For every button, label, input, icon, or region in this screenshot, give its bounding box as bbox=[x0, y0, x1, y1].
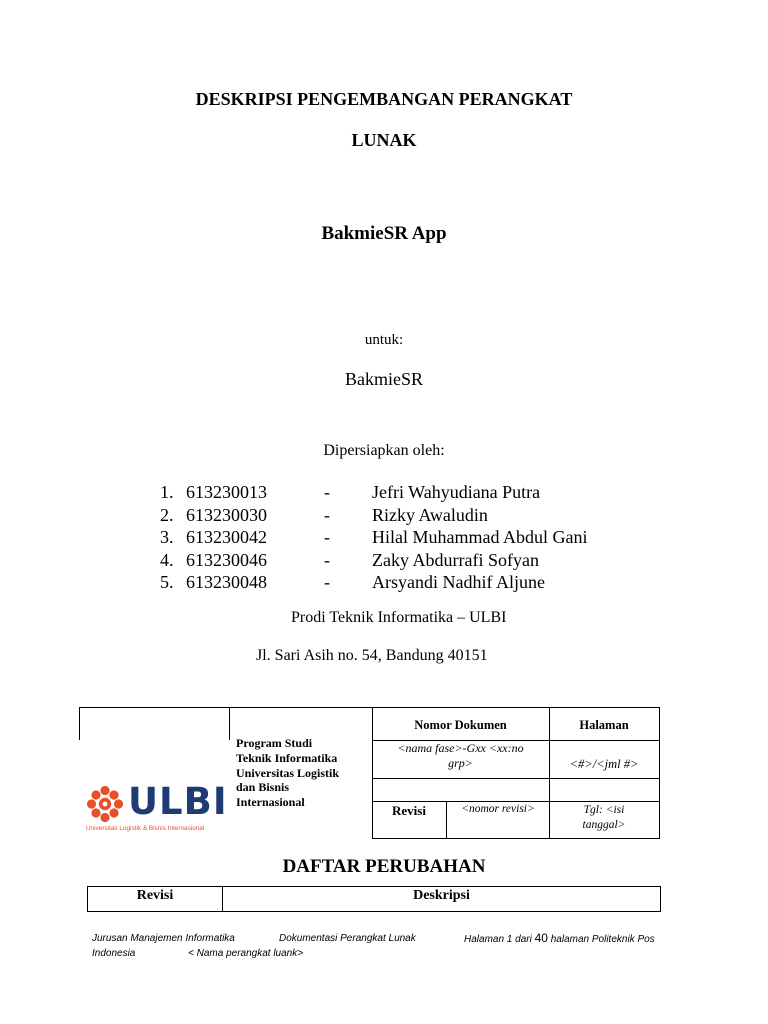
footer-page bbox=[464, 931, 655, 945]
tgl-line1: Tgl: <isi bbox=[583, 804, 625, 816]
address-line: Jl. Sari Asih no. 54, Bandung 40151 bbox=[256, 647, 488, 664]
member-name: Jefri Wahyudiana Putra bbox=[372, 482, 541, 502]
footer-line2-b: < Nama perangkat luank> bbox=[188, 948, 304, 959]
doc-title-line2: LUNAK bbox=[351, 130, 417, 150]
member-dash: - bbox=[324, 549, 330, 570]
for-label: untuk: bbox=[364, 332, 404, 348]
member-dash: - bbox=[324, 527, 330, 547]
program-line: Universitas Logistik bbox=[236, 765, 340, 780]
logo-subtitle: Universitas Logistik & Bisnis Internasional bbox=[86, 825, 205, 832]
member-name: Zaky Abdurrafi Sofyan bbox=[372, 549, 539, 570]
footer-page-total: 40 bbox=[534, 931, 548, 945]
footer-page-prefix: Halaman 1 dari bbox=[464, 934, 532, 945]
nomor-value-line1: <nama fase>-Gxx <xx:no bbox=[397, 741, 524, 755]
member-nim: 613230042 bbox=[186, 527, 267, 547]
member-number: 1. bbox=[160, 482, 174, 502]
tgl-line2: tanggal> bbox=[582, 819, 626, 831]
member-number: 5. bbox=[160, 572, 174, 592]
member-nim: 613230013 bbox=[186, 482, 267, 502]
list-item bbox=[160, 571, 587, 594]
list-item bbox=[160, 549, 587, 572]
prodi-line: Prodi Teknik Informatika – ULBI bbox=[291, 609, 507, 626]
table-border bbox=[229, 707, 230, 740]
list-item bbox=[160, 526, 587, 549]
changes-table bbox=[87, 886, 661, 912]
member-number: 2. bbox=[160, 504, 174, 525]
member-dash: - bbox=[324, 572, 330, 592]
footer-dept: Jurusan Manajemen Informatika bbox=[92, 933, 235, 944]
halaman-value: <#>/<jml #> bbox=[569, 757, 639, 771]
program-line: Program Studi bbox=[236, 736, 313, 750]
member-number: 4. bbox=[160, 549, 174, 570]
prepared-by-label: Dipersiapkan oleh: bbox=[323, 442, 445, 459]
nomor-dokumen-value bbox=[372, 741, 549, 771]
nomor-dokumen-header: Nomor Dokumen bbox=[414, 718, 507, 732]
client-name: BakmieSR bbox=[344, 369, 423, 389]
program-line: Internasional bbox=[236, 795, 305, 810]
footer-page-suffix: halaman Politeknik Pos bbox=[550, 934, 655, 945]
col-revisi-header: Revisi bbox=[136, 888, 174, 903]
member-name: Hilal Muhammad Abdul Gani bbox=[372, 527, 588, 547]
member-name: Rizky Awaludin bbox=[372, 504, 488, 525]
doc-title-line1: DESKRIPSI PENGEMBANGAN PERANGKAT bbox=[195, 89, 573, 109]
program-studi-block bbox=[236, 736, 339, 810]
program-line: Teknik Informatika bbox=[236, 750, 338, 765]
table-border bbox=[79, 707, 80, 740]
member-number: 3. bbox=[160, 527, 174, 547]
list-item bbox=[160, 481, 587, 504]
list-item bbox=[160, 504, 587, 527]
member-nim: 613230030 bbox=[186, 504, 267, 525]
app-name: BakmieSR App bbox=[321, 223, 447, 244]
member-dash: - bbox=[324, 504, 330, 525]
halaman-header: Halaman bbox=[579, 718, 629, 732]
table-border bbox=[372, 801, 660, 802]
member-nim: 613230046 bbox=[186, 549, 267, 570]
table-border bbox=[372, 838, 660, 839]
footer-doc: Dokumentasi Perangkat Lunak bbox=[279, 933, 416, 944]
member-list bbox=[160, 481, 587, 594]
footer-line2-a: Indonesia bbox=[92, 948, 136, 959]
member-dash: - bbox=[324, 482, 330, 502]
table-border bbox=[659, 707, 660, 839]
nomor-revisi-value: <nomor revisi> bbox=[461, 803, 535, 815]
table-border bbox=[372, 778, 660, 779]
member-nim: 613230048 bbox=[186, 572, 267, 592]
table-border bbox=[79, 707, 660, 708]
program-line: dan Bisnis bbox=[236, 780, 290, 795]
ulbi-logo bbox=[84, 780, 228, 836]
member-name: Arsyandi Nadhif Aljune bbox=[372, 572, 545, 592]
nomor-value-line2: grp> bbox=[448, 756, 473, 770]
logo-wordmark: ULBI bbox=[128, 780, 228, 823]
revisi-label: Revisi bbox=[392, 803, 426, 818]
changes-heading: DAFTAR PERUBAHAN bbox=[282, 856, 486, 877]
tanggal-value bbox=[549, 803, 659, 833]
col-deskripsi-header: Deskripsi bbox=[413, 888, 470, 903]
